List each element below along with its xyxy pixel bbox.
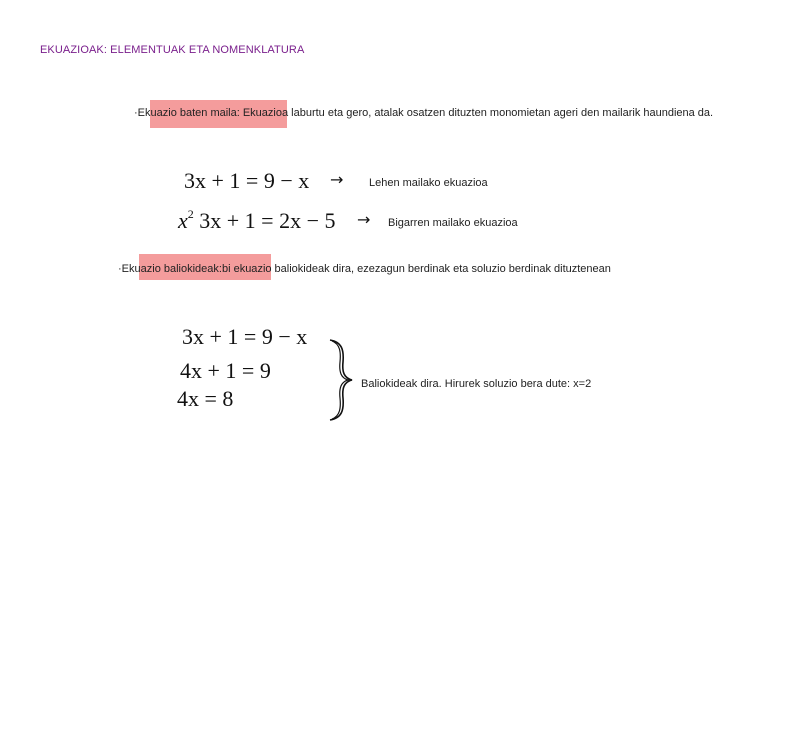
definition-text: zio baliokideak dira, ezezagun berdinak eta soluzio berdinak dituztenean	[257, 263, 611, 275]
equation-equivalent-2: 4x + 1 = 9	[180, 358, 271, 383]
equation-second-degree: $x^2$ 3x + 1 = 2x − 5	[178, 207, 336, 233]
label-second-degree: Bigarren mailako ekuazioa	[388, 217, 518, 229]
definition-text: laburtu eta gero, atalak osatzen dituzten monomietan ageri den mailarik haundiena da.	[288, 107, 714, 119]
equation-first-degree: 3x + 1 = 9 − x	[184, 168, 310, 193]
label-first-degree: Lehen mailako ekuazioa	[369, 177, 488, 189]
variable-x: x	[178, 208, 188, 233]
equation-equivalent-1: 3x + 1 = 9 − x	[182, 324, 308, 349]
highlighted-term: Ekuazio baliokideak:bi ekua	[121, 263, 258, 275]
arrow-right-icon: →	[330, 170, 344, 189]
curly-brace-icon	[326, 338, 356, 422]
arrow-right-icon: →	[357, 210, 371, 229]
definition-equivalent-equations	[118, 263, 611, 275]
bullet: ·	[134, 107, 138, 119]
equation-equivalent-3: 4x = 8	[177, 386, 234, 411]
definition-equation-degree	[134, 107, 713, 119]
page-title: EKUAZIOAK: ELEMENTUAK ETA NOMENKLATURA	[40, 44, 305, 56]
bullet: ·	[118, 263, 122, 275]
highlighted-term: Ekuazio baten maila: Ekuazioa	[137, 107, 289, 119]
exponent: 2	[187, 207, 194, 221]
label-equivalent: Baliokideak dira. Hirurek soluzio bera dute: x=2	[361, 378, 592, 390]
